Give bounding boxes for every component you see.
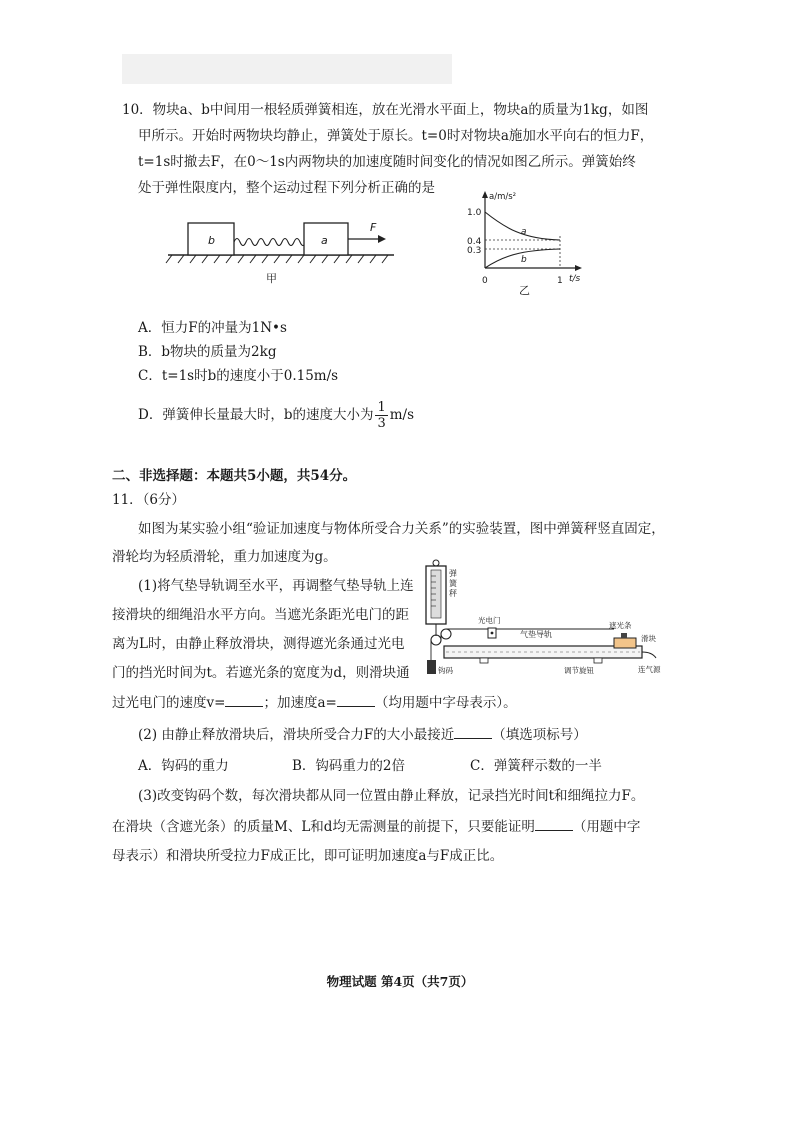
- p2-answer-blank[interactable]: [454, 724, 492, 739]
- q10-option-c: C．t=1s时b的速度小于0.15m/s: [138, 368, 339, 384]
- adjust-knob: [594, 658, 602, 663]
- q10-stem-line-1: 10．物块a、b中间用一根轻质弹簧相连，放在光滑水平面上，物块a的质量为1kg，如图: [122, 102, 649, 118]
- weights: [427, 660, 436, 674]
- photogate-label: 光电门: [478, 616, 501, 625]
- figure-jia: [164, 212, 414, 294]
- rail-label: 气垫导轨: [520, 630, 552, 639]
- q11-p2-text: (2) 由静止释放滑块后，滑块所受合力F的大小最接近: [138, 727, 455, 743]
- q10-stem-line-3: t=1s时撤去F，在0～1s内两物块的加速度随时间变化的情况如图乙所示。弹簧始终: [138, 154, 636, 170]
- q11-p1-line-3: 离为L时，由静止释放滑块，测得遮光条通过光电: [112, 636, 405, 652]
- q11-p2-option-c: C．弹簧秤示数的一半: [470, 758, 602, 774]
- q11-p3-line-3: 母表示）和滑块所受拉力F成正比，即可证明加速度a与F成正比。: [112, 848, 504, 864]
- yi-tick-0.3: 0.3: [467, 246, 482, 256]
- q11-p3-line-2: [112, 816, 640, 837]
- yi-xlabel: t/s: [569, 274, 581, 284]
- scale-label-3: 秤: [449, 589, 457, 598]
- q11-p1-line-1: (1)将气垫导轨调至水平，再调整气垫导轨上连: [138, 578, 414, 594]
- knob-label: 调节旋钮: [564, 666, 594, 675]
- figure-yi: [455, 186, 595, 298]
- yi-tick-0: 0: [482, 276, 488, 286]
- q11-title: 11．（6分）: [112, 492, 186, 508]
- fraction-one-third: [375, 400, 387, 431]
- figure-jia-caption: 甲: [266, 272, 277, 285]
- q11-p1-line-2: 接滑块的细绳沿水平方向。当遮光条距光电门的距: [112, 607, 409, 623]
- p3-answer-blank[interactable]: [535, 816, 573, 831]
- q11-p1-line-5: [112, 692, 517, 713]
- air-source-label: 连气源: [638, 665, 661, 674]
- q11-p2: [138, 724, 587, 745]
- page-footer: 物理试题 第4页（共7页）: [326, 974, 474, 989]
- slider: [614, 638, 636, 648]
- strip-label: 遮光条: [609, 621, 632, 630]
- acceleration-answer-blank[interactable]: [337, 692, 375, 707]
- fraction-numerator: 1: [377, 400, 386, 415]
- yi-tick-1: 1: [557, 276, 563, 286]
- yi-tick-1.0: 1.0: [467, 208, 482, 218]
- experiment-figure: [416, 556, 678, 682]
- q11-intro-2: 滑轮均为轻质滑轮，重力加速度为g。: [112, 549, 337, 565]
- q11-p2-end: （填选项标号）: [492, 727, 587, 743]
- q10-option-d: [138, 398, 414, 432]
- q10-option-d-unit: m/s: [389, 407, 415, 423]
- q10-option-d-text: D．弹簧伸长量最大时，b的速度大小为: [138, 407, 374, 423]
- q10-option-a: A．恒力F的冲量为1N•s: [138, 320, 287, 336]
- note-letters: （均用题中字母表示）。: [374, 695, 517, 711]
- block-a-label: a: [321, 234, 328, 247]
- fraction-denominator: 3: [377, 416, 386, 431]
- yi-tick-0.4: 0.4: [467, 237, 482, 247]
- scan-shade: [122, 54, 452, 84]
- curve-a-label: a: [521, 227, 527, 237]
- fixed-pulley: [441, 629, 451, 639]
- figure-yi-caption: 乙: [519, 284, 530, 297]
- weights-label: 钩码: [438, 666, 453, 675]
- q11-p3-note: （用题中字: [572, 819, 641, 835]
- q11-p3-line-1: (3)改变钩码个数，每次滑块都从同一位置由静止释放，记录挡光时间t和细绳拉力F。: [138, 788, 645, 804]
- yi-ylabel: a/m/s²: [489, 192, 517, 202]
- curve-b-label: b: [521, 255, 527, 265]
- scale-label-2: 簧: [449, 579, 457, 588]
- q11-p3-text: 在滑块（含遮光条）的质量M、L和d均无需测量的前提下，只要能证明: [112, 819, 535, 835]
- section-heading: 二、非选择题：本题共5小题，共54分。: [112, 468, 357, 484]
- acceleration-label: ；加速度a=: [263, 695, 337, 711]
- q11-intro-1: 如图为某实验小组“验证加速度与物体所受合力关系”的实验装置，图中弹簧秤竖直固定，: [138, 521, 665, 537]
- q11-p2-option-b: B．钩码重力的2倍: [292, 758, 406, 774]
- q10-stem-line-4: 处于弹性限度内，整个运动过程下列分析正确的是: [138, 180, 435, 196]
- scale-label-1: 弹: [449, 569, 457, 578]
- velocity-label: 过光电门的速度v=: [112, 695, 226, 711]
- q10-option-b: B．b物块的质量为2kg: [138, 344, 277, 360]
- velocity-answer-blank[interactable]: [225, 692, 263, 707]
- shading-strip: [621, 633, 627, 638]
- force-label: F: [370, 221, 377, 234]
- block-b-label: b: [208, 234, 215, 247]
- movable-pulley: [431, 635, 441, 645]
- q11-p2-option-a: A．钩码的重力: [138, 758, 229, 774]
- q11-p1-line-4: 门的挡光时间为t。若遮光条的宽度为d，则滑块通: [112, 665, 410, 681]
- q10-stem-line-2: 甲所示。开始时两物块均静止，弹簧处于原长。t=0时对物块a施加水平向右的恒力F，: [138, 128, 654, 144]
- slider-label: 滑块: [641, 634, 656, 643]
